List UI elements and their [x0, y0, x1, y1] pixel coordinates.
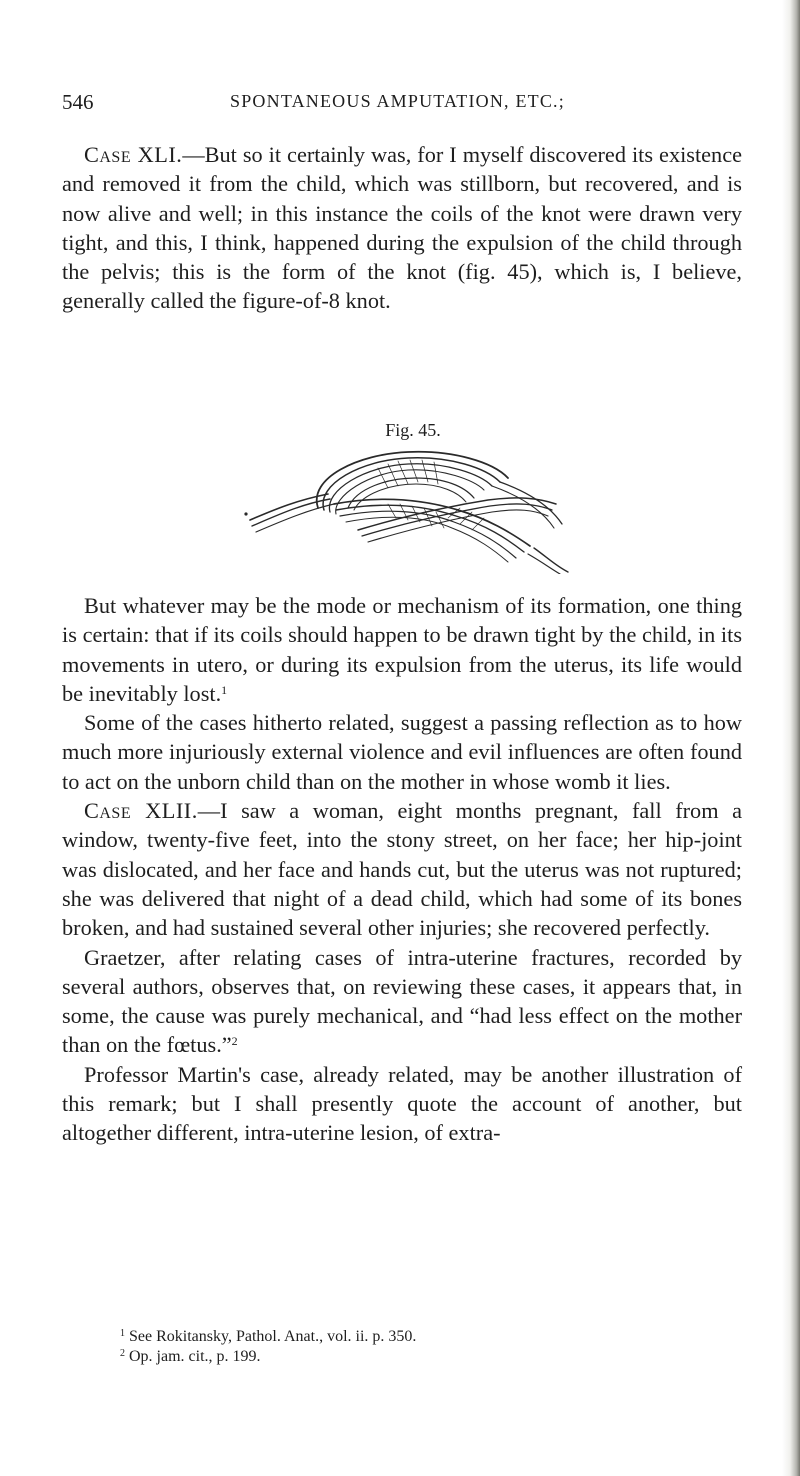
- paragraph-graetzer: [62, 943, 742, 1060]
- paragraph-text: —I saw a woman, eight months pregnant, fall from a window, twenty-five feet, into the stony street, on her face; her hip-joint was dislocated, and her face and hands cut, but the uterus was not ruptured; she was delivered that night of a dead child, which had some of its bones broken, and had sustained several other injuries; she recovered perfectly.: [62, 798, 742, 941]
- figure-label: Fig. 45.: [385, 420, 441, 440]
- paragraph-case-41: [62, 140, 742, 316]
- paragraph-case-42: [62, 796, 742, 942]
- page-number: 546: [62, 90, 94, 114]
- footnotes: [62, 1327, 742, 1367]
- footnote-ref: 2: [231, 1034, 238, 1049]
- paragraph-text: But whatever may be the mode or mechanism of its formation, one thing is certain: that if its coils should happen to be drawn tight by the child, in its movements in utero, or during its expulsion from the uterus, its life would be inevitably lost.: [62, 593, 742, 706]
- paragraph-text: —But so it certainly was, for I myself discovered its existence and removed it from the child, which was stillborn, but recovered, and is now alive and well; in this instance the coils of the knot were drawn very tight, and this, I think, happened during the expulsion of the child through the pelvis; this is the form of the knot (fig. 45), which is, I believe, generally called the figure-of-8 knot.: [62, 142, 742, 314]
- binding-edge-shadow: [782, 0, 800, 1476]
- figure-of-8-knot-illustration: [238, 448, 608, 574]
- footnote-mark: 1: [120, 1328, 125, 1339]
- paragraph-martin: [62, 1060, 742, 1148]
- running-title: SPONTANEOUS AMPUTATION, ETC.;: [230, 91, 565, 111]
- text-block-case-41: [62, 140, 742, 316]
- case-label: Case XLII.: [84, 798, 198, 824]
- case-label: Case XLI.: [84, 142, 183, 167]
- text-block-main: [62, 591, 742, 1148]
- footnote-text: See Rokitansky, Pathol. Anat., vol. ii. p. 350.: [129, 1328, 417, 1345]
- paragraph-text: Some of the cases hitherto related, suggest a passing reflection as to how much more injuriously external violence and evil influences are often found to act on the unborn child than on the mother in whose womb it lies.: [62, 710, 742, 794]
- footnote: [62, 1347, 742, 1367]
- footnote-ref: 1: [221, 682, 228, 697]
- footnote-text: Op. jam. cit., p. 199.: [129, 1348, 261, 1365]
- running-head: [62, 90, 742, 114]
- paragraph-text: Professor Martin's case, already related, may be another illustration of this remark; but I shall presently quote the account of another, but altogether different, intra-uterine lesion, of extra-: [62, 1061, 742, 1146]
- paragraph-mechanism: [62, 591, 742, 708]
- footnote: [62, 1327, 742, 1347]
- paragraph-text: Graetzer, after relating cases of intra-uterine fractures, recorded by several authors, observes that, on reviewing these cases, it appears that, in some, the cause was purely mechanical, and “had less effect on the mother than on the fœtus.”: [62, 944, 742, 1058]
- paragraph-reflection: [62, 708, 742, 796]
- footnote-mark: 2: [120, 1348, 125, 1359]
